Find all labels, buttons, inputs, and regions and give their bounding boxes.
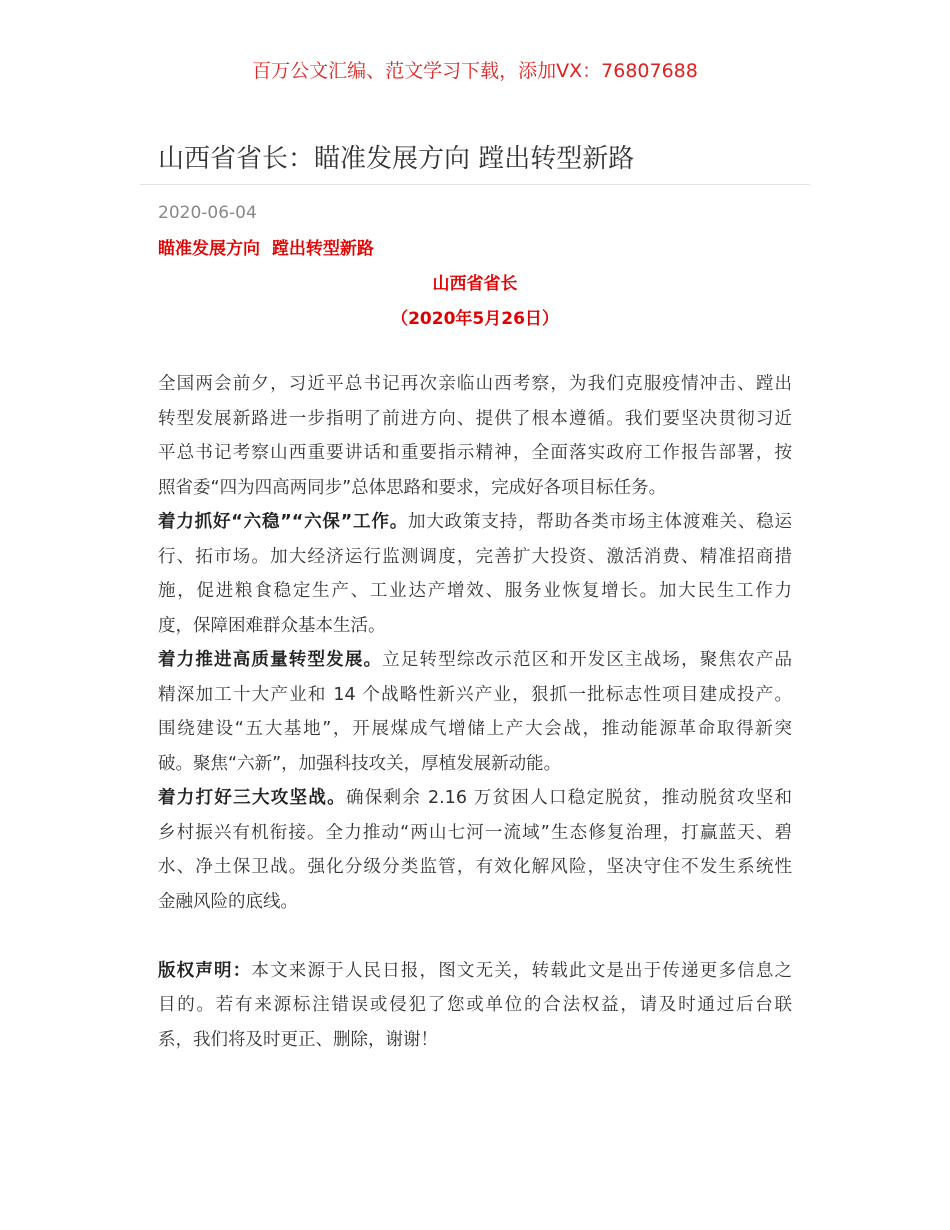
paragraph-line: 着力打好三大攻坚战。确保剩余 2.16 万贫困人口稳定脱贫，推动脱贫攻坚和 — [158, 788, 793, 808]
paragraph — [158, 505, 792, 643]
article-author-date: （2020年5月26日） — [391, 309, 559, 329]
paragraph-lead: 版权声明： — [158, 960, 252, 981]
page-title: 山西省省长：瞄准发展方向 蹚出转型新路 — [158, 144, 635, 174]
paragraph-lead: 着力抓好“六稳”“六保”工作。 — [158, 512, 409, 532]
paragraph-line: 照省委“四为四高两同步”总体思路和要求，完成好各项目标任务。 — [158, 477, 667, 498]
paragraph-line: 金融风险的底线。 — [158, 891, 298, 912]
paragraph-line: 围绕建设“五大基地”，开展煤成气增储上产大会战，推动能源革命取得新突 — [158, 719, 792, 739]
paragraph-line: 全国两会前夕，习近平总书记再次亲临山西考察，为我们克服疫情冲击、蹚出 — [158, 374, 792, 394]
paragraph-lead: 着力推进高质量转型发展。 — [158, 650, 383, 670]
article-body — [158, 367, 792, 1057]
spacer — [158, 919, 792, 954]
paragraph-line: 乡村振兴有机衔接。全力推动“两山七河一流域”生态修复治理，打赢蓝天、碧 — [158, 822, 792, 843]
publish-date: 2020-06-04 — [158, 203, 257, 223]
paragraph-lead: 着力打好三大攻坚战。 — [158, 788, 346, 808]
paragraph-line: 目的。若有来源标注错误或侵犯了您或单位的合法权益，请及时通过后台联 — [158, 995, 792, 1015]
promo-banner: 百万公文汇编、范文学习下载，添加VX：76807688 — [252, 60, 698, 82]
paragraph — [158, 367, 792, 505]
paragraph-line: 水、净土保卫战。强化分级分类监管，有效化解风险，坚决守住不发生系统性 — [158, 857, 792, 877]
copyright-notice — [158, 954, 792, 1058]
paragraph-line: 行、拓市场。加大经济运行监测调度，完善扩大投资、激活消费、精准招商措 — [158, 546, 792, 567]
paragraph-line: 精深加工十大产业和 14 个战略性新兴产业，狠抓一批标志性项目建成投产。 — [158, 684, 792, 705]
paragraph-line: 着力推进高质量转型发展。立足转型综改示范区和开发区主战场，聚焦农产品 — [158, 650, 793, 670]
article-author: 山西省省长 — [432, 274, 518, 294]
paragraph-line: 破。聚焦“六新”，加强科技攻关，厚植发展新动能。 — [158, 753, 562, 774]
paragraph — [158, 781, 792, 919]
paragraph-line: 版权声明：本文来源于人民日报，图文无关，转载此文是出于传递更多信息之 — [158, 960, 793, 981]
paragraph-line: 平总书记考察山西重要讲话和重要指示精神，全面落实政府工作报告部署，按 — [158, 443, 792, 463]
title-divider — [140, 184, 810, 185]
paragraph-line: 转型发展新路进一步指明了前进方向、提供了根本遵循。我们要坚决贯彻习近 — [158, 408, 792, 429]
paragraph — [158, 643, 792, 781]
paragraph-line: 度，保障困难群众基本生活。 — [158, 615, 386, 636]
paragraph-line: 系，我们将及时更正、删除，谢谢！ — [158, 1029, 438, 1050]
article-subtitle: 瞄准发展方向 蹚出转型新路 — [158, 239, 374, 259]
paragraph-line: 施，促进粮食稳定生产、工业达产增效、服务业恢复增长。加大民生工作力 — [158, 581, 792, 601]
paragraph-line: 着力抓好“六稳”“六保”工作。加大政策支持，帮助各类市场主体渡难关、稳运 — [158, 512, 792, 532]
